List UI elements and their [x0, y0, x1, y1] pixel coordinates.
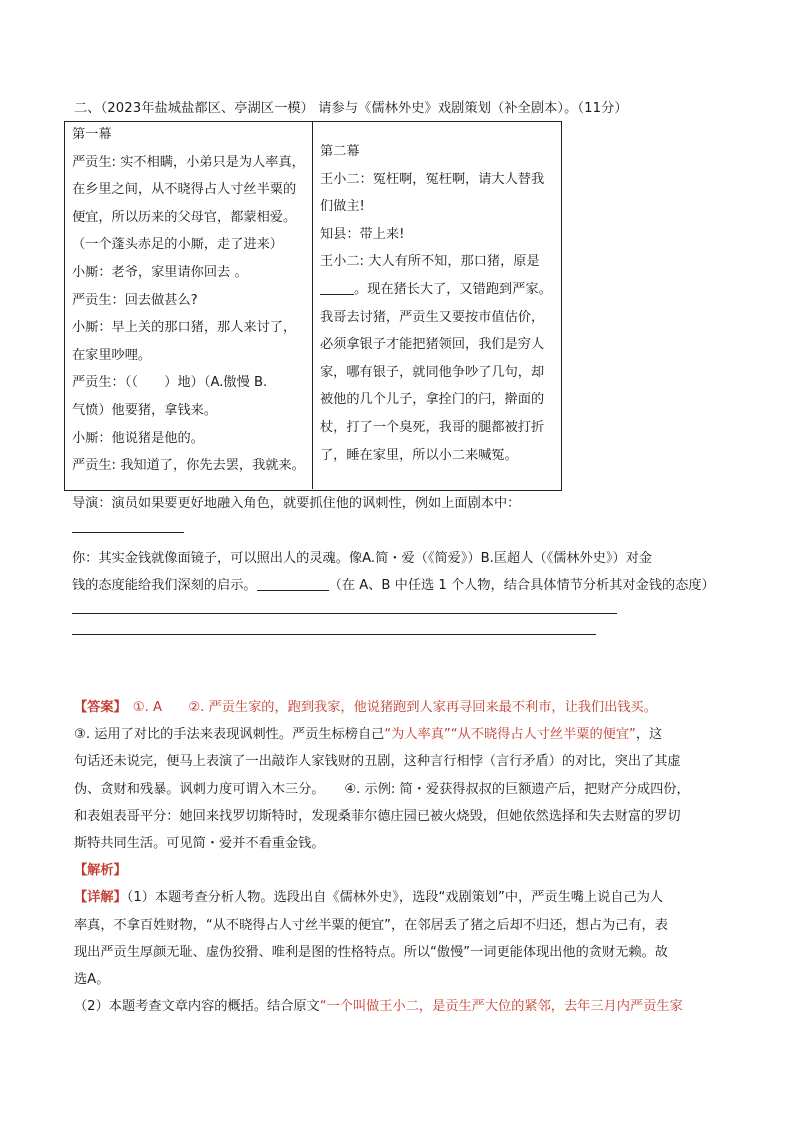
act2-line: 家，哪有银子，就同他争吵了几句，却 [320, 364, 545, 380]
fill-in-blank[interactable] [320, 280, 354, 295]
act1-line: 在乡里之间，从不晓得占人寸丝半粟的 [72, 182, 297, 198]
answer-line: 句话还未说完，便马上表演了一出敲诈人家钱财的丑剧，这种言行相悖（言行矛盾）的对比，突出了其虚 [74, 754, 681, 770]
detail-line: 选A。 [74, 972, 110, 988]
detail-line: 【详解】（1）本题考查分析人物。选段出自《儒林外史》，选段“戏剧策划”中，严贡生嘴上说自己为人 [74, 890, 664, 906]
you-line-2-prefix: 钱的态度能给我们深刻的启示。 [72, 578, 257, 593]
act2-column [320, 138, 556, 469]
answer-line: 斯特共同生活。可见简・爱并不看重金钱。 [74, 836, 325, 852]
answer-line-2[interactable] [72, 634, 596, 635]
act1-line: 小厮：老爷，家里请你回去 。 [72, 264, 248, 280]
detail-line: 现出严贡生厚颜无耻、虚伪狡猾、唯利是图的性格特点。所以“傲慢”一词更能体现出他的贪财无赖。故 [74, 944, 668, 960]
analysis-label: 【解析】 [74, 863, 127, 879]
director-line: 导演：演员如果要更好地融入角色，就要抓住他的讽刺性，例如上面剧本中： [72, 496, 521, 511]
act1-line: 严贡生：（（ ）地）（A.傲慢 B. [72, 375, 268, 391]
you-line-2-suffix: （在 A、B 中任选 1 个人物，结合具体情节分析其对金钱的态度） [328, 578, 715, 593]
act1-line: 严贡生: 我知道了，你先去罢，我就来。 [72, 458, 305, 474]
detail-line: （2）本题考查文章内容的概括。结合原文“一个叫做王小二，是贡生严大位的紧邻，去年三月内严贡生家 [74, 999, 683, 1015]
act1-line: 在家里吵哩。 [72, 347, 152, 363]
you-line-2 [72, 574, 715, 593]
act2-line: 知县：带上来! [320, 226, 405, 242]
act1-line: 便宜，所以历来的父母官，都蒙相爱。 [72, 209, 297, 225]
act1-column [72, 121, 308, 480]
act1-line: 第一幕 [72, 127, 112, 142]
you-line-1: 你：其实金钱就像面镜子，可以照出人的灵魂。像A.简・爱（《简爱》）B.匡超人（《儒林外史》）对金 [72, 551, 653, 566]
act2-blank-line [320, 276, 556, 304]
answer-label: 【答案】 [74, 700, 127, 715]
act2-line: 我哥去讨猪，严贡生又要按市值估价， [320, 309, 545, 325]
act2-line: 王小二: 大人有所不知，那口猪，原是 [320, 254, 540, 270]
act2-line: 了，睡在家里，所以小二来喊冤。 [320, 447, 518, 463]
act1-line: 严贡生：回去做甚么? [72, 292, 198, 308]
act2-line: 被他的几个儿子，拿拴门的闩，擀面的 [320, 392, 545, 408]
table-divider [312, 121, 313, 489]
answer-section [74, 694, 690, 1020]
act1-line: 小厮：早上关的那口猪，那人来讨了， [72, 320, 297, 336]
answer-line: 【答案】 ①. A ②. 严贡生家的，跑到我家，他说猪跑到人家再寻回来最不利市，让我们出钱买。 [74, 700, 657, 715]
act2-line: 第二幕 [320, 144, 360, 159]
act2-line: 杖，打了一个臭死，我哥的腿都被打折 [320, 419, 545, 435]
act1-line: （一个蓬头赤足的小厮，走了进来） [72, 237, 283, 253]
answer-blank-1[interactable] [72, 532, 184, 533]
act2-line-text: 。现在猪长大了，又错跑到严家。 [354, 281, 552, 297]
act2-line: 们做主! [320, 199, 365, 215]
detail-line: 率真，不拿百姓财物，“从不晓得占人寸丝半粟的便宜”，在邻居丢了猪之后却不归还，想占为己有，表 [74, 917, 668, 933]
answer-line: 伪、贪财和残暴。讽刺力度可谓入木三分。 ④. 示例: 简・爱获得叔叔的巨额遗产后，把财产分成四份， [74, 781, 690, 797]
act2-line: 王小二：冤枉啊，冤枉啊，请大人替我 [320, 171, 545, 187]
act1-line: 小厮：他说猪是他的。 [72, 430, 204, 446]
question-title: 二、（2023年盐城盐都区、亭湖区一模） 请参与《儒林外史》戏剧策划（补全剧本）。（11分） [74, 101, 628, 116]
answer-line-1[interactable] [72, 613, 617, 614]
answer-line: ③. 运用了对比的手法来表现讽刺性。严贡生标榜自己“为人率真”“从不晓得占人寸丝半粟的便宜”，这 [74, 727, 663, 743]
act1-line: 严贡生: 实不相瞒，小弟只是为人率真， [72, 154, 305, 170]
act2-line: 必须拿银子才能把猪领回，我们是穷人 [320, 337, 545, 353]
detail-label: 【详解】 [74, 890, 127, 906]
answer-blank-2[interactable] [257, 577, 329, 591]
act1-line: 气愤）他要猪，拿钱来。 [72, 402, 218, 418]
answer-line: 和表姐表哥平分：她回来找罗切斯特时，发现桑菲尔德庄园已被火烧毁，但她依然选择和失去财富的罗切 [74, 808, 681, 824]
